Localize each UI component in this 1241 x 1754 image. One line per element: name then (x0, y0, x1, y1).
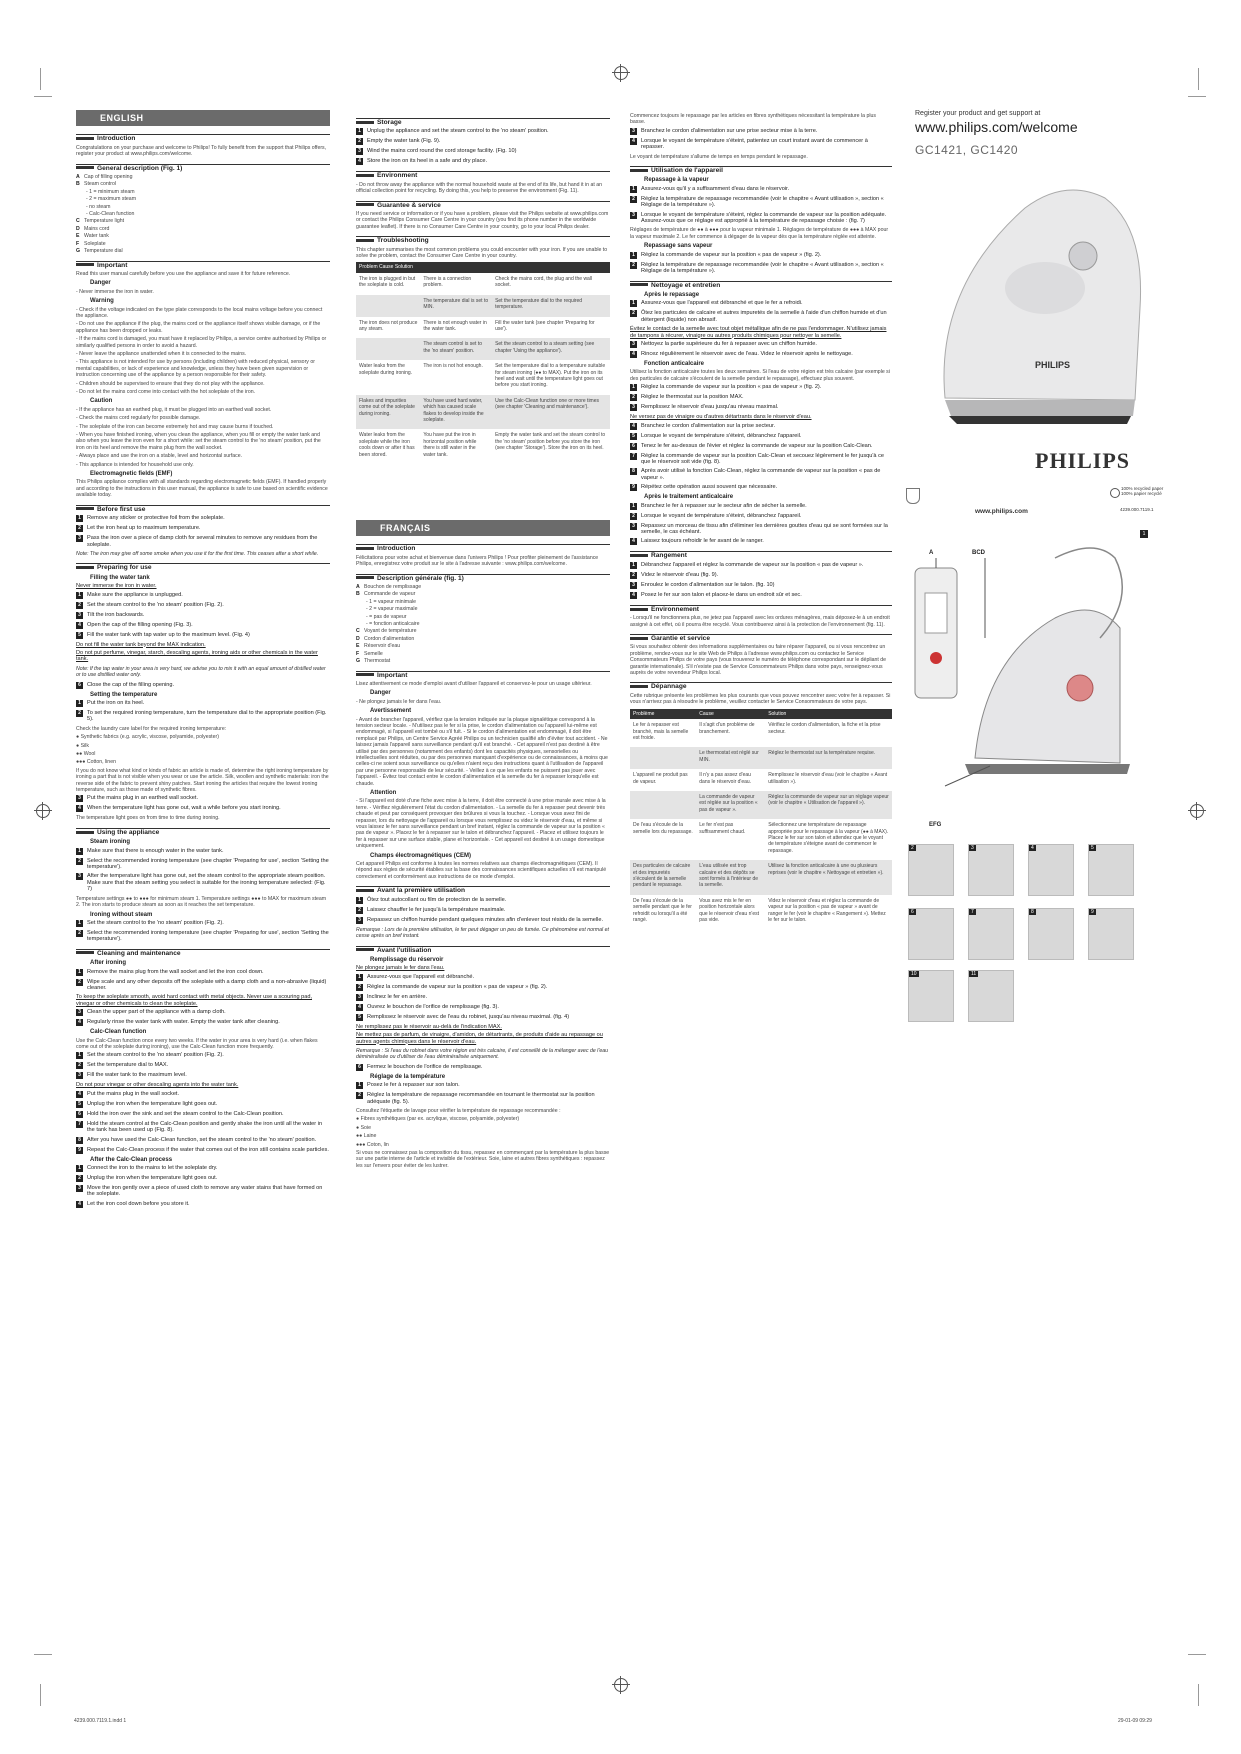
section-heading: Cleaning and maintenance (76, 949, 330, 957)
list-item: E Réservoir d'eau (356, 643, 401, 650)
text: Utilisez la fonction anticalcaire toutes les deux semaines. Si l'eau de votre région est très calcaire (par exemple si des particules de calcaire s'écoulent de la semelle pendant le repassage), effectuez plus souvent. (630, 369, 890, 382)
text: Consultez l'étiquette de lavage pour vérifier la température de repassage recommandée : (356, 1107, 561, 1114)
table-row: Des particules de calcaire et des impuretés s'écoulent de la semelle pendant le repassage. L'eau utilisée est trop calcaire et des dépôts se sont formés à l'intérieur de la semelle. Utilisez la fonction anticalcaire à une ou plusieurs reprises (voir le chapitre « Nettoyage et entretien »). (630, 860, 892, 895)
warning-line: Ne plongez jamais le fer dans l'eau. (356, 965, 445, 972)
step: 3 Wind the mains cord round the cord storage facility. (Fig. 10) (356, 148, 610, 155)
warning-line: To keep the soleplate smooth, avoid hard contact with metal objects. Never use a scouring pad, vinegar or other chemicals to clean the soleplate. (76, 994, 313, 1007)
note: Note: The iron may give off some smoke when you use it for the first time. This ceases after a short while. (76, 550, 319, 557)
section-heading: Using the appliance (76, 828, 330, 836)
iron-product-image (905, 168, 1165, 438)
caution-text: - When you have finished ironing, when you clean the appliance, when you fill or empty the water tank and also when you leave the iron even for a short while: set the steam control to the 'no steam' position, put the iron on its heel and remove the mains plug from the wall socket. (76, 432, 321, 451)
step: 2 Select the recommended ironing temperature (see chapter 'Preparing for use', section 'Setting the temperature'). (76, 930, 330, 943)
step: 1 Make sure the appliance is unplugged. (76, 592, 330, 599)
text: If you do not know what kind or kinds of fabric an article is made of, determine the right ironing temperature by ironing a part that is not visible when you wear or use the article. Silk, woollen and synthetic materials: iron the reverse side of the fabric to prevent shiny patches. Start ironing the articles that require the lowest ironing temperature, such as those made of synthetic fibres. (76, 767, 329, 794)
section-heading: Avant la première utilisation (356, 886, 610, 894)
philips-logo: PHILIPS (1035, 448, 1131, 473)
list-item: - 2 = maximum steam (86, 196, 137, 203)
step: 1 Ôtez tout autocollant ou film de protection de la semelle. (356, 897, 610, 904)
text: Cette rubrique présente les problèmes les plus courants que vous pouvez rencontrer avec votre fer à repasser. Si vous n'arrivez pas à résoudre le problème, veuillez contacter le Service Consommateurs de votre pays. (630, 692, 891, 706)
label-efg: EFG (929, 822, 942, 828)
step: 3 Branchez le cordon d'alimentation sur une prise secteur mise à la terre. (630, 128, 892, 135)
register-line: Register your product and get support at (915, 110, 1041, 117)
step: 2 Laissez chauffer le fer jusqu'à la température maximale. (356, 907, 610, 914)
table-row: Le fer à repasser est branché, mais la semelle est froide. Il s'agit d'un problème de branchement. Vérifiez le cordon d'alimentation, la fiche et la prise secteur. (633, 722, 881, 741)
figure-thumbnail: 11 (968, 970, 1014, 1022)
step: 1 Remove any sticker or protective foil from the soleplate. (76, 515, 330, 522)
step: 9 Repeat the Calc-Clean process if the water that comes out of the iron still contains scale particles. (76, 1147, 330, 1154)
warning-line: Ne versez pas de vinaigre ou d'autres détartrants dans le réservoir d'eau. (630, 414, 812, 421)
emf-heading: Electromagnetic fields (EMF) (90, 471, 173, 478)
step: 2 Lorsque le voyant de température s'éteint, débranchez l'appareil. (630, 513, 892, 520)
cover-panel (915, 110, 1155, 157)
step: 9 Répétez cette opération aussi souvent que nécessaire. (630, 484, 892, 491)
list-item: - 1 = vapeur minimale (366, 598, 417, 605)
register-url[interactable]: www.philips.com/welcome (915, 119, 1078, 135)
sub-heading: After ironing (90, 960, 126, 967)
list-item: ● Fibres synthétiques (par ex. acrylique, viscose, polyamide, polyester) (356, 1116, 520, 1123)
warning-text: - This appliance is not intended for use by persons (including children) with reduced physical, sensory or mental capabilities, or lack of experience and knowledge, unless they have been given supervision or instruction concerning use of the appliance by a person responsible for their safety. (76, 359, 315, 379)
step: 1 Set the steam control to the 'no steam' position (Fig. 2). (76, 920, 330, 927)
warning-text: - Children should be supervised to ensure that they do not play with the appliance. (76, 380, 265, 387)
step: 2 Unplug the iron when the temperature light goes out. (76, 1175, 330, 1182)
note: Note: If the tap water in your area is very hard, we advise you to mix it with an equal amount of distilled water or to use distilled water only. (76, 665, 326, 679)
step: 3 Put the mains plug in an earthed wall socket. (76, 795, 330, 802)
section-heading: Rangement (630, 551, 892, 559)
step: 3 Repassez un morceau de tissu afin d'éliminer les dernières gouttes d'eau qui se sont formées sur la semelle, le cas échéant. (630, 523, 892, 536)
sub-heading: Réglage de la température (370, 1073, 446, 1080)
text: Le voyant de température s'allume de temps en temps pendant le repassage. (630, 153, 808, 160)
list-item: B Steam control (76, 181, 117, 188)
section-heading: Introduction (356, 544, 610, 552)
crop-mark (1188, 1654, 1206, 1655)
table-row: The iron does not produce any steam. There is not enough water in the water tank. Fill the water tank (see chapter 'Preparing for use'). (359, 319, 595, 332)
step: 3 Tilt the iron backwards. (76, 612, 330, 619)
list-item: D Mains cord (76, 225, 110, 232)
sub-heading: After the Calc-Clean process (90, 1156, 173, 1163)
list-item: G Temperature dial (76, 248, 123, 255)
english-banner: ENGLISH (76, 110, 330, 126)
step: 3 Enroulez le cordon d'alimentation sur le talon. (fig. 10) (630, 582, 892, 589)
step: 4 Rincez régulièrement le réservoir avec de l'eau. Videz le réservoir après le nettoyage. (630, 351, 892, 358)
text: Cet appareil Philips est conforme à toutes les normes relatives aux champs électromagnétiques (CEM). Il répond aux règles de sécurité établies sur la base des connaissances scientifiques actuelles s'il est manipulé correctement et conformément aux instructions de ce mode d'emploi. (356, 861, 607, 880)
warning-heading: Warning (90, 298, 114, 305)
figure-thumbnail: 2 (908, 844, 954, 896)
step: 3 Fill the water tank to the maximum level. (76, 1072, 330, 1079)
caution-text: - The soleplate of the iron can become extremely hot and may cause burns if touched. (76, 423, 274, 430)
section-heading: Environment (356, 171, 610, 179)
warning-line: Do not pour vinegar or other descaling agents into the water tank. (76, 1082, 239, 1089)
warning-line: Ne remplissez pas le réservoir au-delà de l'indication MAX. (356, 1023, 502, 1030)
caution-text: - If the appliance has an earthed plug, it must be plugged into an earthed wall socket. (76, 406, 272, 413)
section-heading: Utilisation de l'appareil (630, 166, 892, 174)
text: Check the laundry care label for the required ironing temperature: (76, 725, 227, 732)
troubleshooting-table-fr: Problème Cause Solution Le fer à repasser est branché, mais la semelle est froide. Il s'agit d'un problème de branchement. Vérifiez le cordon d'alimentation, la fiche et la prise secteur. Le thermostat est réglé sur MIN. Réglez le thermostat sur la température requise. L'appareil ne produit pas de vapeur. Il n'y a pas assez d'eau dans le réservoir d'eau. Remplissez le réservoir d'eau (voir le chapitre « Avant utilisation »). La commande de vapeur est réglée sur la position « pas de vapeur ». Réglez la commande de vapeur sur un réglage vapeur (voir le chapitre « Utilisation de l'appareil »). De l'eau s'écoule de la semelle lors du repassage. Le fer n'est pas suffisamment chaud. Sélectionnez une température de repassage appropriée pour le repassage à la vapeur (●● à MAX). Placez le fer sur son talon et attendez que le voyant de température s'éteigne avant de commencer le repassage. Des particules de calcaire et des impuretés s'écoulent de la semelle pendant le repassage. L'eau utilisée est trop calcaire et des dépôts se sont formés à l'intérieur de la semelle. Utilisez la fonction anticalcaire à une ou plusieurs reprises (voir le chapitre « Nettoyage et entretien »). De l'eau s'écoule de la semelle pendant que le fer refroidit ou lorsqu'il a été rangé. Vous avez mis le fer en position horizontale alors que le réservoir d'eau n'est pas vide. Videz le réservoir d'eau et réglez la commande de vapeur sur la position « pas de vapeur » avant de ranger le fer (voir le chapitre « Rangement »). Mettez le fer sur le talon. (630, 709, 892, 930)
crop-mark (1198, 1684, 1199, 1706)
figure-thumbnail: 4 (1028, 844, 1074, 896)
sub-heading: Champs électromagnétiques (CEM) (370, 852, 472, 859)
figure-thumbnail: 8 (1028, 908, 1074, 960)
label-bcd: BCD (972, 550, 985, 556)
table-row: The temperature dial is set to MIN. Set the temperature dial to the required temperature. (356, 295, 610, 317)
crop-mark (40, 68, 41, 90)
step: 4 Store the iron on its heel in a safe and dry place. (356, 158, 610, 165)
step: 5 Fill the water tank with tap water up to the maximum level. (Fig. 4) (76, 632, 330, 639)
section-heading: Environnement (630, 605, 892, 613)
step: 4 Posez le fer sur son talon et placez-le dans un endroit sûr et sec. (630, 592, 892, 599)
caution-heading: Caution (90, 398, 113, 405)
step: 2 To set the required ironing temperature, turn the temperature dial to the appropriate position (Fig. 5). (76, 710, 330, 723)
section-heading: Troubleshooting (356, 236, 610, 244)
step: 2 Réglez la température de repassage recommandée (voir le chapitre « Avant utilisation », section « Réglage de la température »). (630, 196, 892, 209)
text: - Avant de brancher l'appareil, vérifiez que la tension indiquée sur la plaque signalétique correspond à la tension secteur locale. - N'utilisez pas le fer si la prise, le cordon d'alimentation ou l'appareil lui-même est endommagé, si l'appareil est tombé ou s'il fuit. - Si le cordon d'alimentation est endommagé, il doit être remplacé par Philips, un Centre Service Agréé Philips ou un technicien qualifié afin d'éviter tout accident. - Ne laissez jamais l'appareil sans surveillance pendant qu'il est branché. - Cet appareil n'est pas destiné à être utilisé par des personnes (notamment des enfants) dont les capacités physiques, sensorielles ou intellectuelles sont réduites, ou par des personnes manquant d'expérience ou de connaissances, à moins que celles-ci ne soient sous surveillance ou qu'elles n'aient reçu des instructions quant à l'utilisation de l'appareil par une personne responsable de leur sécurité. - Veillez à ce que les enfants ne puissent pas jouer avec l'appareil. - Évitez tout contact entre le cordon d'alimentation et la semelle du fer à repasser lorsqu'elle est chaude. (356, 716, 608, 787)
warning-line: Do not fill the water tank beyond the MAX indication. (76, 641, 206, 648)
list-item: ● Silk (76, 742, 89, 749)
step: 6 Close the cap of the filling opening. (76, 682, 330, 689)
table-row: L'appareil ne produit pas de vapeur. Il n'y a pas assez d'eau dans le réservoir d'eau. Remplissez le réservoir d'eau (voir le chapitre « Avant utilisation »). (633, 772, 888, 785)
website-text: www.philips.com (975, 508, 1028, 515)
iron-brand-text: PHILIPS (1035, 360, 1071, 370)
list-item: E Water tank (76, 233, 109, 240)
step: 2 Réglez la commande de vapeur sur la position « pas de vapeur » (fig. 2). (356, 984, 610, 991)
text: Temperature settings ●● to ●●● for minimum steam 1. Temperature settings ●●● to MAX for maximum steam 2. The iron starts to produce steam as soon as it reaches the set temperature. (76, 895, 327, 909)
figure-thumbnail: 7 (968, 908, 1014, 960)
note: Remarque : Si l'eau du robinet dans votre région est très calcaire, il est conseillé de la mélanger avec de l'eau déminéralisée ou d'utiliser de l'eau déminéralisée uniquement. (356, 1047, 608, 1061)
step: 4 Branchez le cordon d'alimentation sur la prise secteur. (630, 423, 892, 430)
table-row: De l'eau s'écoule de la semelle lors du repassage. Le fer n'est pas suffisamment chaud. Sélectionnez une température de repassage appropriée pour le repassage à la vapeur (●● à MAX). Placez le fer sur son talon et attendez que le voyant de température s'éteigne avant de commencer le repassage. (633, 822, 889, 854)
sub-heading: Repassage sans vapeur (644, 243, 713, 250)
section-heading: Garantie et service (630, 634, 892, 642)
table-row: The steam control is set to the 'no steam' position. Set the steam control to a steam setting (see chapter 'Using the appliance'). (356, 338, 610, 360)
text: The temperature light goes on from time to time during ironing. (76, 815, 220, 822)
text: If you need service or information or if you have a problem, please visit the Philips website at www.philips.com or contact the Philips Consumer Care Centre in your country (you find its phone number in the worldwide guarantee leaflet). If there is no Consumer Care Centre in your country, go to your local Philips dealer. (356, 211, 609, 230)
step: 1 Assurez-vous qu'il y a suffisamment d'eau dans le réservoir. (630, 186, 892, 193)
table-row: Flakes and impurities come out of the soleplate during ironing. You have used hard water, which has caused scale flakes to develop inside the soleplate. Use the Calc-Clean function one or more times (see chapter 'Cleaning and maintenance'). (356, 395, 610, 430)
step: 2 Réglez la température de repassage recommandée (voir le chapitre « Avant utilisation », section « Réglage de la température »). (630, 262, 892, 275)
step: 2 Set the steam control to the 'no steam' position (Fig. 2). (76, 602, 330, 609)
doc-number: 4239.000.7119.1 (1120, 507, 1154, 512)
section-heading: Important (76, 261, 330, 269)
list-item: - 2 = vapeur maximale (366, 606, 418, 613)
section-heading: Avant l'utilisation (356, 946, 610, 954)
step: 3 Nettoyez la partie supérieure du fer à repasser avec un chiffon humide. (630, 341, 892, 348)
step: 4 Regularly rinse the water tank with water. Empty the water tank after cleaning. (76, 1019, 330, 1026)
step: 7 Hold the steam control at the Calc-Clean position and gently shake the iron until all the water in the tank has been used up (Fig. 8). (76, 1121, 330, 1134)
text: Use the Calc-Clean function once every two weeks. If the water in your area is very hard (i.e. when flakes come out of the soleplate during ironing), use the Calc-Clean function more frequently. (76, 1037, 318, 1050)
sub-heading: Setting the temperature (90, 691, 158, 698)
step: 4 Laissez toujours refroidir le fer avant de le ranger. (630, 538, 892, 545)
caution-text: - Always place and use the iron on a stable, level and horizontal surface. (76, 453, 243, 460)
registration-mark (614, 1678, 628, 1692)
troubleshooting-table (356, 262, 610, 464)
francais-banner: FRANÇAIS (356, 520, 610, 536)
step: 2 Let the iron heat up to maximum temperature. (76, 525, 330, 532)
text: Si vous souhaitez obtenir des informations supplémentaires ou faire réparer l'appareil, ou si vous rencontrez un problème, rendez-vous sur le site Web de Philips à l'adresse www.philips.com ou contactez le Service Consommateurs Philips de votre pays (vous trouverez le numéro de téléphone correspondant sur le dépliant de garantie internationale). S'il n'existe pas de Service Consommateurs Philips dans votre pays, renseignez-vous auprès de votre revendeur Philips local. (630, 644, 887, 677)
caution-text: - This appliance is intended for household use only. (76, 461, 194, 468)
list-item: F Soleplate (76, 240, 106, 247)
sub-heading: Fonction anticalcaire (644, 360, 705, 367)
crop-mark (40, 1684, 41, 1706)
list-item: G Thermostat (356, 658, 391, 665)
text: - Si l'appareil est doté d'une fiche avec mise à la terre, il doit être connecté à une prise murale avec mise à la terre. - Vérifiez régulièrement l'état du cordon d'alimentation. - La semelle du fer à repasser peut devenir très chaude et peut par conséquent provoquer des brûlures si vous la touchez. - Lorsque vous avez fini de repasser, lors du nettoyage de l'appareil ou lorsque vous remplissez ou videz le réservoir d'eau, et même si vous laissez le fer sans surveillance pendant un bref instant, réglez la commande de vapeur sur la position « pas de vapeur ». Placez le fer à repasser sur le talon et débranchez l'appareil. - Placez et utilisez toujours le fer à repasser sur une surface stable, plane et horizontale. - Cet appareil est destiné à un usage domestique uniquement. (356, 798, 606, 850)
table-row: De l'eau s'écoule de la semelle pendant que le fer refroidit ou lorsqu'il a été rangé. Vous avez mis le fer en position horizontale alors que le réservoir d'eau n'est pas vide. Videz le réservoir d'eau et réglez la commande de vapeur sur la position « pas de vapeur » avant de ranger le fer (voir le chapitre « Rangement »). Mettez le fer sur le talon. (633, 897, 886, 924)
step: 3 Inclinez le fer en arrière. (356, 994, 610, 1001)
step: 2 Select the recommended ironing temperature (see chapter 'Preparing for use', section 'Setting the temperature'). (76, 858, 330, 871)
step: 6 Hold the iron over the sink and set the steam control to the Calc-Clean position. (76, 1111, 330, 1118)
warning-text: - If the mains cord is damaged, you must have it replaced by Philips, a service centre authorised by Philips or similarly qualified persons in order to avoid a hazard. (76, 336, 327, 349)
sub-heading: Attention (370, 790, 397, 796)
model-numbers: GC1421, GC1420 (915, 143, 1019, 157)
table-row: The iron is plugged in but the soleplate is cold. There is a connection problem. Check the mains cord, the plug and the wall socket. (359, 275, 593, 289)
step: 1 Put the iron on its heel. (76, 700, 330, 707)
step: 1 Branchez le fer à repasser sur le secteur afin de sécher la semelle. (630, 503, 892, 510)
list-item: ● Soie (356, 1124, 371, 1131)
crop-mark (1188, 96, 1206, 97)
step: 3 Move the iron gently over a piece of used cloth to remove any water stains that have formed on the soleplate. (76, 1185, 330, 1198)
table-row: Water leaks from the soleplate while the iron cools down or after it has been stored. You have put the iron in horizontal position while there is still water in the water tank. Empty the water tank and set the steam control to the 'no steam' position before you store the iron (see chapter 'Storage'). Store the iron on its heel. (359, 432, 606, 458)
registration-mark (36, 804, 50, 818)
step: 1 Unplug the appliance and set the steam control to the 'no steam' position. (356, 128, 610, 135)
footer-right: 29-01-09 09:29 (1118, 1718, 1152, 1724)
section-heading: Important (356, 671, 610, 679)
table-header: Problem Cause Solution (356, 262, 610, 272)
step: 1 Posez le fer à repasser sur son talon. (356, 1082, 610, 1089)
text: Si vous ne connaissez pas la composition du tissu, repassez en commençant par la température la plus basse sur une partie interne de l'article et invisible de l'extérieur. Soie, laine et autres fibres synthétiques : repassez les sur l'envers pour éviter de les lustrer. (356, 1150, 610, 1169)
step: 8 Après avoir utilisé la fonction Calc-Clean, réglez la commande de vapeur sur la position « pas de vapeur ». (630, 468, 892, 481)
warning-line: Ne mettez pas de parfum, de vinaigre, d'amidon, de détartrants, de produits d'aide au repassage ou autres agents chimiques dans le réservoir d'eau. (356, 1032, 603, 1045)
warning-text: - Check if the voltage indicated on the type plate corresponds to the local mains voltage before you connect the appliance. (76, 306, 323, 319)
sub-heading: Après le repassage (644, 291, 700, 298)
text: - Do not throw away the appliance with the normal household waste at the end of its life, but hand it in at an official collection point for recycling. By doing this, you help to preserve the environment (Fig. 11). (356, 181, 602, 195)
step: 6 Fermez le bouchon de l'orifice de remplissage. (356, 1064, 610, 1071)
step: 2 Réglez le thermostat sur la position MAX. (630, 394, 892, 401)
sub-heading: Remplissage du réservoir (370, 956, 444, 963)
registration-mark (1190, 804, 1204, 818)
list-item: - = pas de vapeur (366, 613, 407, 620)
section-heading: Description générale (fig. 1) (356, 574, 610, 582)
list-item: - 1 = minimum steam (86, 188, 135, 195)
text: Lisez attentivement ce mode d'emploi avant d'utiliser l'appareil et conservez-le pour un usage ultérieur. (356, 680, 592, 687)
recycled-text: 100% recycled paper 100% papier recyclé (1121, 486, 1164, 496)
danger-heading: Danger (90, 280, 111, 287)
list-item: ●● Laine (356, 1133, 377, 1140)
step: 2 Réglez la température de repassage recommandée en tournant le thermostat sur la position adéquate (fig. 5). (356, 1092, 610, 1105)
step: 1 Réglez la commande de vapeur sur la position « pas de vapeur » (fig. 2). (630, 384, 892, 391)
step: 8 After you have used the Calc-Clean function, set the steam control to the 'no steam' position. (76, 1137, 330, 1144)
section-heading: Dépannage (630, 682, 892, 690)
philips-shield-icon (906, 488, 920, 504)
step: 5 Unplug the iron when the temperature light goes out. (76, 1101, 330, 1108)
sub-heading: Après le traitement anticalcaire (644, 494, 734, 501)
important-text: Read this user manual carefully before you use the appliance and save it for future reference. (76, 270, 291, 277)
crop-mark (34, 1654, 52, 1655)
step: 7 Réglez la commande de vapeur sur la position Calc-Clean et secouez légèrement le fer jusqu'à ce que le réservoir soit vide (fig. 8). (630, 453, 892, 466)
list-item: - = fonction anticalcaire (366, 621, 420, 628)
step: 1 Make sure that there is enough water in the water tank. (76, 848, 330, 855)
text: - Lorsqu'il ne fonctionnera plus, ne jetez pas l'appareil avec les ordures ménagères, mais déposez-le à un endroit assigné à cet effet, où il pourra être recyclé. Vous contribuerez ainsi à la protection de l'environnement (fig. 11). (630, 615, 890, 628)
sub-heading: Ironing without steam (90, 911, 153, 918)
step: 3 Clean the upper part of the appliance with a damp cloth. (76, 1009, 330, 1016)
list-item: F Semelle (356, 650, 383, 657)
text: Félicitations pour votre achat et bienvenue dans l'univers Philips ! Pour profiter pleinement de l'assistance Philips, enregistrez votre produit sur le site à l'adresse suivante : www.philips.com/welcome. (356, 554, 599, 568)
step: 4 Ouvrez le bouchon de l'orifice de remplissage (fig. 3). (356, 1004, 610, 1011)
caution-text: - Check the mains cord regularly for possible damage. (76, 415, 201, 422)
figure-thumbnail: 9 (1088, 908, 1134, 960)
sub-heading: Steam ironing (90, 839, 131, 846)
footer-left: 4239.000.7119.1.indd 1 (74, 1718, 127, 1724)
registration-mark (614, 66, 628, 80)
step: 4 When the temperature light has gone out, wait a while before you start ironing. (76, 805, 330, 812)
label-a: A (929, 550, 934, 556)
warning-text: - Never leave the appliance unattended when it is connected to the mains. (76, 350, 247, 357)
sub-heading: Repassage à la vapeur (644, 177, 709, 184)
sub-heading: Calc-Clean function (90, 1029, 147, 1036)
crop-mark (34, 96, 52, 97)
step: 4 Lorsque le voyant de température s'éteint, patientez un court instant avant de commencer à repasser. (630, 138, 892, 151)
step: 1 Remove the mains plug from the wall socket and let the iron cool down. (76, 969, 330, 976)
figure-thumbnail: 5 (1088, 844, 1134, 896)
list-item: ●●● Cotton, linen (76, 759, 116, 766)
step: 6 Tenez le fer au-dessus de l'évier et réglez la commande de vapeur sur la position Calc-Clean. (630, 443, 892, 450)
step: 1 Assurez-vous que l'appareil est débranché. (356, 974, 610, 981)
list-item: - no steam (86, 203, 111, 210)
third-column (630, 112, 892, 929)
step: 3 Pass the iron over a piece of damp cloth for several minutes to remove any residues from the soleplate. (76, 535, 330, 548)
figure-thumbnail: 10 (908, 970, 954, 1022)
step: 1 Réglez la commande de vapeur sur la position « pas de vapeur » (fig. 2). (630, 252, 892, 259)
step: 4 Open the cap of the filling opening (Fig. 3). (76, 622, 330, 629)
emf-text: This Philips appliance complies with all standards regarding electromagnetic fields (EMF). If handled properly and according to the instructions in this user manual, the appliance is safe to use based on scientific evidence available today. (76, 479, 328, 499)
list-item: C Temperature light (76, 218, 125, 225)
list-item: ●●● Coton, lin (356, 1141, 389, 1148)
step: 1 Assurez-vous que l'appareil est débranché et que le fer a refroidi. (630, 300, 892, 307)
warning-line: Évitez le contact de la semelle avec tout objet métallique afin de ne pas l'endommager. N'utilisez jamais de tampons à récurer, vinaigre ou autres produits chimiques pour nettoyer la semelle. (630, 326, 887, 339)
list-item: D Cordon d'alimentation (356, 635, 415, 642)
list-item: A Cap of filling opening (76, 174, 133, 181)
section-heading: Preparing for use (76, 563, 330, 571)
figure-1-diagram (905, 538, 1145, 808)
section-heading: Before first use (76, 505, 330, 513)
section-heading: Storage (356, 118, 610, 126)
step: 4 Put the mains plug in the wall socket. (76, 1091, 330, 1098)
warning-text: - Do not let the mains cord come into contact with the hot soleplate of the iron. (76, 389, 256, 395)
warning-line: Never immerse the iron in water. (76, 583, 157, 590)
text: Réglages de température de ●● à ●●● pour la vapeur minimale 1. Réglages de température de ●●● à MAX pour la vapeur maximale 2. Le fer commence à dégager de la vapeur dès que la température réglée est atteinte. (630, 227, 889, 240)
text: - Ne plongez jamais le fer dans l'eau. (356, 698, 442, 705)
table-row: Water leaks from the soleplate during ironing. The iron is not hot enough. Set the temperature dial to a temperature suitable for steam ironing (●● to MAX). Put the iron on its heel and wait until the temperature light goes out before you start ironing. (359, 363, 606, 389)
step: 5 Remplissez le réservoir avec de l'eau du robinet, jusqu'au niveau maximal. (fig. 4) (356, 1014, 610, 1021)
table-row: Le thermostat est réglé sur MIN. Réglez le thermostat sur la température requise. (630, 747, 892, 769)
intro-text: Congratulations on your purchase and welcome to Philips! To fully benefit from the support that Philips offers, register your product at www.philips.com/welcome. (76, 144, 327, 158)
sub-heading: Filling the water tank (90, 574, 150, 581)
step: 3 Lorsque le voyant de température s'éteint, réglez la commande de vapeur sur la position adéquate. Assurez-vous que ce réglage est approprié à la température de repassage choisie : (fig. 7) (630, 212, 892, 225)
step: 3 After the temperature light has gone out, set the steam control to the appropriate steam position. Make sure that the steam setting you select is suitable for the ironing temperature selected: (Fig. 7) (76, 873, 330, 892)
step: 3 Repassez un chiffon humide pendant quelques minutes afin d'enlever tout résidu de la semelle. (356, 917, 610, 924)
step: 3 Remplissez le réservoir d'eau jusqu'au niveau maximal. (630, 404, 892, 411)
step: 4 Let the iron cool down before you store it. (76, 1201, 330, 1208)
section-heading: General description (Fig. 1) (76, 164, 330, 172)
step: 2 Ôtez les particules de calcaire et autres impuretés de la semelle à l'aide d'un chiffon humide et d'un détergent (liquide) non abrasif. (630, 310, 892, 323)
step: 1 Connect the iron to the mains to let the soleplate dry. (76, 1165, 330, 1172)
warning-line: Do not put perfume, vinegar, starch, descaling agents, ironing aids or other chemicals in the water tank. (76, 649, 318, 663)
step: 2 Set the temperature dial to MAX. (76, 1062, 330, 1069)
table-row: La commande de vapeur est réglée sur la position « pas de vapeur ». Réglez la commande de vapeur sur un réglage vapeur (voir le chapitre « Utilisation de l'appareil »). (630, 791, 892, 819)
section-heading: Introduction (76, 134, 330, 142)
list-item: B Commande de vapeur (356, 591, 416, 598)
recycled-paper-icon (1110, 488, 1120, 498)
step: 2 Empty the water tank (Fig. 9). (356, 138, 610, 145)
section-heading: Guarantee & service (356, 201, 610, 209)
section-heading: Nettoyage et entretien (630, 281, 892, 289)
danger-text: - Never immerse the iron in water. (76, 288, 154, 295)
list-item: A Bouchon de remplissage (356, 584, 422, 591)
list-item: C Voyant de température (356, 628, 417, 635)
warning-text: - Do not use the appliance if the plug, the mains cord or the appliance itself shows visible damage, or if the appliance has been dropped or leaks. (76, 321, 321, 334)
english-column (76, 110, 330, 1211)
list-item: ● Synthetic fabrics (e.g. acrylic, viscose, polyamide, polyester) (76, 734, 219, 741)
figure-number: 1 (1140, 530, 1148, 538)
middle-column (356, 112, 610, 1171)
text: Commencez toujours le repassage par les articles en fibres synthétiques nécessitant la température la plus basse. (630, 113, 876, 126)
text: This chapter summarises the most common problems you could encounter with your iron. If you are unable to solve the problem, contact the Consumer Care Centre in your country. (356, 246, 608, 260)
crop-mark (1198, 68, 1199, 90)
sub-heading: Danger (370, 690, 391, 697)
step: 5 Lorsque le voyant de température s'éteint, débranchez l'appareil. (630, 433, 892, 440)
step: 2 Wipe scale and any other deposits off the soleplate with a damp cloth and a non-abrasive (liquid) cleaner. (76, 979, 330, 992)
step: 1 Débranchez l'appareil et réglez la commande de vapeur sur la position « pas de vapeur ». (630, 562, 892, 569)
note: Remarque : Lors de la première utilisation, le fer peut dégager un peu de fumée. Ce phénomène est normal et cesse après un bref instant. (356, 926, 609, 940)
sub-heading: Avertissement (370, 708, 412, 715)
figure-thumbnail: 3 (968, 844, 1014, 896)
general-description-list (76, 174, 330, 254)
step: 2 Videz le réservoir d'eau (fig. 9). (630, 572, 892, 579)
list-item: - Calc-Clean function (86, 211, 135, 218)
list-item: ●● Wool (76, 751, 96, 757)
figure-thumbnail: 6 (908, 908, 954, 960)
step: 1 Set the steam control to the 'no steam' position (Fig. 2). (76, 1052, 330, 1059)
